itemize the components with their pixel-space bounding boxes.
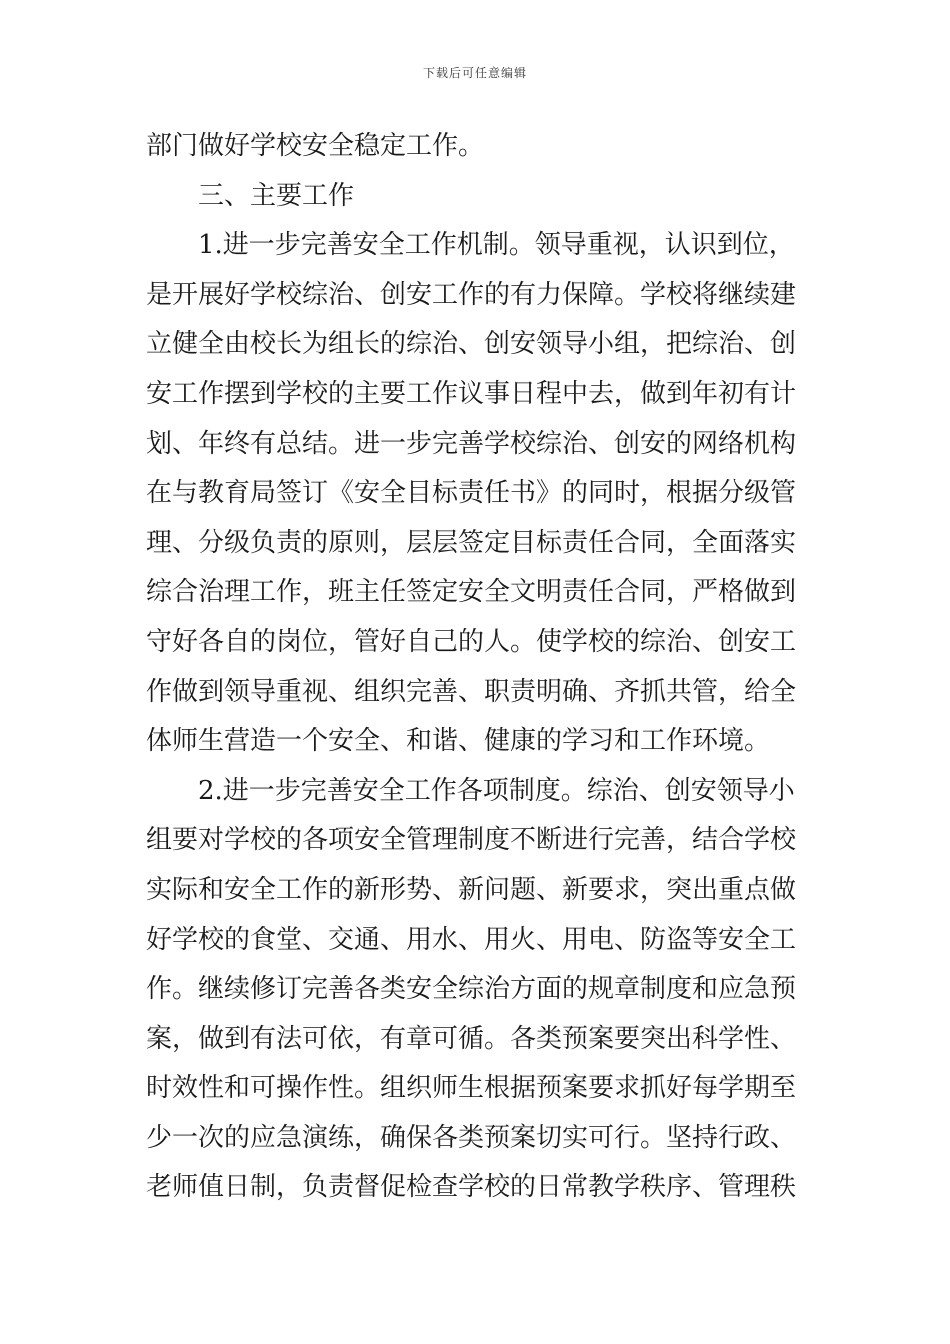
paragraph-1-first-line: 1.进一步完善安全工作机制。领导重视，认识到位， bbox=[198, 230, 795, 261]
page-header: 下载后可任意编辑 bbox=[422, 66, 527, 80]
text-line: 是开展好学校综治、创安工作的有力保障。学校将继续建 bbox=[146, 279, 797, 310]
text-line: 部门做好学校安全稳定工作。 bbox=[146, 131, 485, 161]
text-line: 划、年终有总结。进一步完善学校综治、创安的网络机构 bbox=[146, 428, 797, 459]
section-heading: 三、主要工作 bbox=[198, 180, 355, 211]
text-line: 守好各自的岗位，管好自己的人。使学校的综治、创安工 bbox=[146, 626, 797, 657]
text-line: 案，做到有法可依，有章可循。各类预案要突出科学性、 bbox=[146, 1023, 797, 1054]
text-line: 体师生营造一个安全、和谐、健康的学习和工作环境。 bbox=[146, 726, 771, 757]
text-line: 理、分级负责的原则，层层签定目标责任合同，全面落实 bbox=[146, 527, 797, 558]
text-line: 立健全由校长为组长的综治、创安领导小组，把综治、创 bbox=[146, 329, 797, 360]
text-line: 作做到领导重视、组织完善、职责明确、齐抓共管，给全 bbox=[146, 676, 797, 707]
text-line: 老师值日制，负责督促检查学校的日常教学秩序、管理秩 bbox=[146, 1172, 797, 1203]
text-line: 作。继续修订完善各类安全综治方面的规章制度和应急预 bbox=[146, 974, 797, 1005]
text-line: 好学校的食堂、交通、用水、用火、用电、防盗等安全工 bbox=[146, 924, 797, 955]
text-line: 综合治理工作，班主任签定安全文明责任合同，严格做到 bbox=[146, 577, 797, 608]
text-line: 实际和安全工作的新形势、新问题、新要求，突出重点做 bbox=[146, 874, 797, 905]
text-line: 在与教育局签订《安全目标责任书》的同时，根据分级管 bbox=[146, 478, 797, 509]
paragraph-2-first-line: 2.进一步完善安全工作各项制度。综治、创安领导小 bbox=[198, 775, 795, 806]
text-line: 少一次的应急演练，确保各类预案切实可行。坚持行政、 bbox=[146, 1122, 797, 1153]
text-line: 安工作摆到学校的主要工作议事日程中去，做到年初有计 bbox=[146, 378, 797, 409]
document-body bbox=[146, 122, 816, 1213]
text-line: 组要对学校的各项安全管理制度不断进行完善，结合学校 bbox=[146, 825, 797, 856]
text-line: 时效性和可操作性。组织师生根据预案要求抓好每学期至 bbox=[146, 1073, 797, 1104]
